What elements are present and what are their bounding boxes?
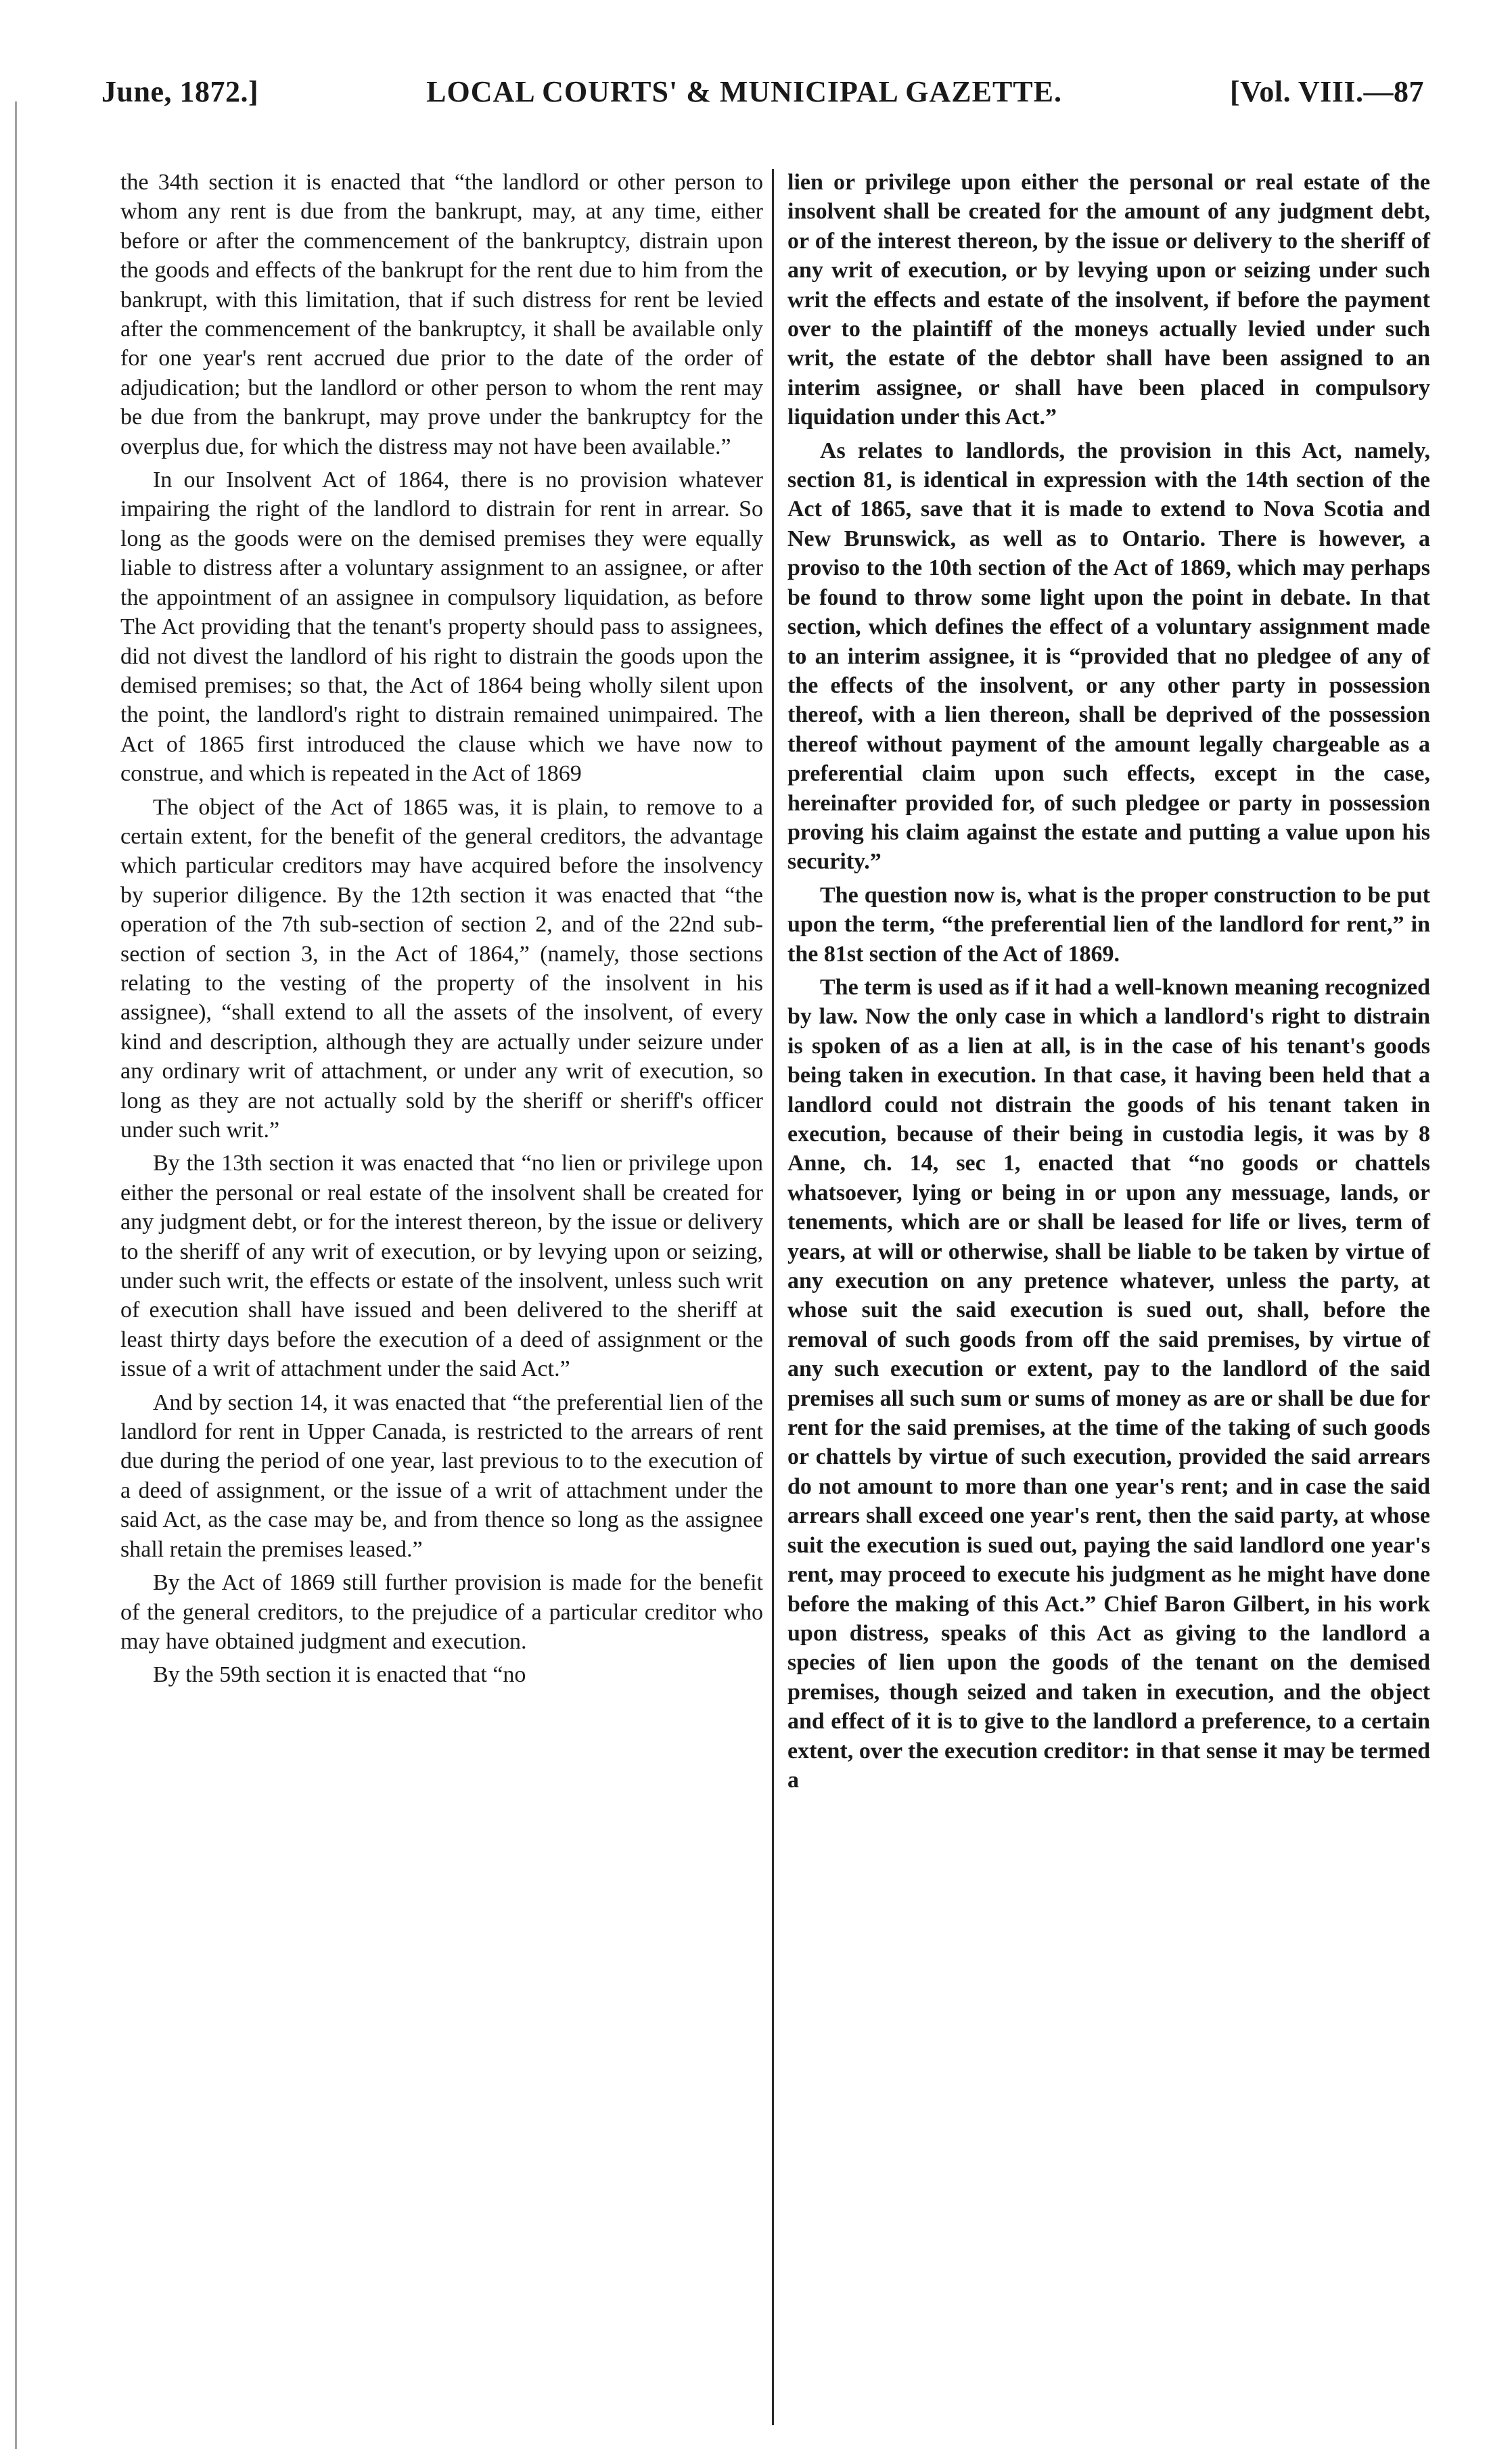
paragraph: By the Act of 1869 still further provision is made for the benefit of the general creditors, to the prejudice of a particular creditor who may have obtained judgment and execution.: [120, 1570, 763, 1654]
header-title: LOCAL COURTS' & MUNICIPAL GAZETTE.: [426, 75, 1063, 108]
paragraph: By the 59th section it is enacted that “no: [153, 1662, 526, 1688]
paragraph: lien or privilege upon either the personal or real estate of the insolvent shall be created for the amount of any judgment debt, or of the interest thereon, by the issue or delivery to the sheriff of any writ of execution, or by levying upon or seizing under such writ the effects and estate of the insolvent, if before the payment over to the plaintiff of the moneys actually levied under such writ, the estate of the debtor shall have been assigned to an interim assignee, or shall have been placed in compulsory liquidation under this Act.”: [787, 170, 1430, 430]
paragraph: In our Insolvent Act of 1864, there is no provision whatever impairing the right of the landlord to distrain for rent in arrear. So long as the goods were on the demised premises they were equally liable to distress after a voluntary assignment to an assignee, or after the appointment of an assignee in compulsory liquidation, as before The Act providing that the tenant's property should pass to assignees, did not divest the landlord of his right to distrain the goods upon the demised premises; so that, the Act of 1864 being wholly silent upon the point, the landlord's right to distrain remained unimpaired. The Act of 1865 first introduced the clause which we have now to construe, and which is repeated in the Act of 1869: [120, 467, 763, 787]
paragraph: The object of the Act of 1865 was, it is plain, to remove to a certain extent, for the benefit of the general creditors, the advantage which particular creditors may have acquired before the insolvency by superior diligence. By the 12th section it was enacted that “the operation of the 7th sub-section of section 2, and of the 22nd sub-section of section 3, in the Act of 1864,” (namely, those sections relating to the vesting of the property of the insolvent in his assignee), “shall extend to all the assets of the insolvent, of every kind and description, although they are actually under seizure under any ordinary writ of attachment, or under any writ of execution, so long as they are not actually sold by the sheriff or sheriff's officer under such writ.”: [120, 794, 763, 1143]
header-date: June, 1872.]: [101, 75, 259, 108]
paragraph: As relates to landlords, the provision in this Act, namely, section 81, is identical in expression with the 14th section of the Act of 1865, save that it is made to extend to Nova Scotia and New Brunswick, as well as to Ontario. There is however, a proviso to the 10th section of the Act of 1869, which may perhaps be found to throw some light upon the point in debate. In that section, which defines the effect of a voluntary assignment made to an interim assignee, it is “provided that no pledgee of any of the effects of the insolvent, or any other party in possession thereof, with a lien thereon, shall be deprived of the possession thereof without payment of the amount legally chargeable as a preferential claim upon such effects, except in the case, hereinafter provided for, of such pledgee or party in possession proving his claim against the estate and putting a value upon his security.”: [787, 438, 1430, 875]
header-volume: [Vol. VIII.—87: [1230, 75, 1424, 108]
running-header: [101, 74, 1424, 135]
paragraph: The term is used as if it had a well-known meaning recognized by law. Now the only case in which a landlord's right to distrain is spoken of as a lien at all, is in the case of his tenant's goods being taken in execution. In that case, it having been held that a landlord could not distrain the goods of his tenant taken in execution, because of their being in custodia legis, it was by 8 Anne, ch. 14, sec 1, enacted that “no goods or chattels whatsoever, lying or being in or upon any messuage, lands, or tenements, which are or shall be leased for life or lives, term of years, at will or otherwise, shall be liable to be taken by virtue of any execution on any pretence whatever, unless the party, at whose suit the said execution is sued out, shall, before the removal of such goods from off the said premises, by virtue of any such execution or extent, pay to the landlord of the said premises all such sum or sums of money as are or shall be due for rent for the said premises, at the time of the taking of such goods or chattels by virtue of such execution, provided the said arrears do not amount to more than one year's rent; and in case the said arrears shall exceed one year's rent, then the said party, at whose suit the execution is sued out, paying the said landlord one year's rent, may proceed to execute his judgment as he might have done before the making of this Act.” Chief Baron Gilbert, in his work upon distress, speaks of this Act as giving to the landlord a species of lien upon the goods of the tenant on the demised premises, though seized and taken in execution, and the object and effect of it is to give to the landlord a preference, to a certain extent, over the execution creditor: in that sense it may be termed a: [787, 974, 1430, 1793]
paragraph: the 34th section it is enacted that “the landlord or other person to whom any rent is due from the bankrupt, may, at any time, either before or after the commencement of the bankruptcy, distrain upon the goods and effects of the bankrupt for the rent due to him from the bankrupt, with this limitation, that if such distress for rent be levied after the commencement of the bankruptcy, it shall be available only for one year's rent accrued due prior to the date of the order of adjudication; but the landlord or other person to whom the rent may be due from the bankrupt, may prove under the bankruptcy for the overplus due, for which the distress may not have been available.”: [120, 170, 763, 459]
binding-edge-rule: [15, 101, 17, 2449]
left-column: [120, 168, 763, 1690]
right-column: [787, 168, 1430, 1795]
paragraph: The question now is, what is the proper construction to be put upon the term, “the preferential lien of the landlord for rent,” in the 81st section of the Act of 1869.: [787, 882, 1430, 967]
column-divider: [772, 169, 774, 2425]
paragraph: By the 13th section it was enacted that “no lien or privilege upon either the personal or real estate of the insolvent shall be created for any judgment debt, or for the interest thereon, by the issue or delivery to the sheriff of any writ of execution, or by levying upon or seizing, under such writ, the effects or estate of the insolvent, unless such writ of execution shall have issued and been delivered to the sheriff at least thirty days before the execution of a deed of assignment or the issue of a writ of attachment under the said Act.”: [120, 1151, 763, 1382]
paragraph: And by section 14, it was enacted that “the preferential lien of the landlord for rent in Upper Canada, is restricted to the arrears of rent due during the period of one year, last previous to to the execution of a deed of assignment, or the issue of a writ of attachment under the said Act, as the case may be, and from thence so long as the assignee shall retain the premises leased.”: [120, 1390, 763, 1562]
